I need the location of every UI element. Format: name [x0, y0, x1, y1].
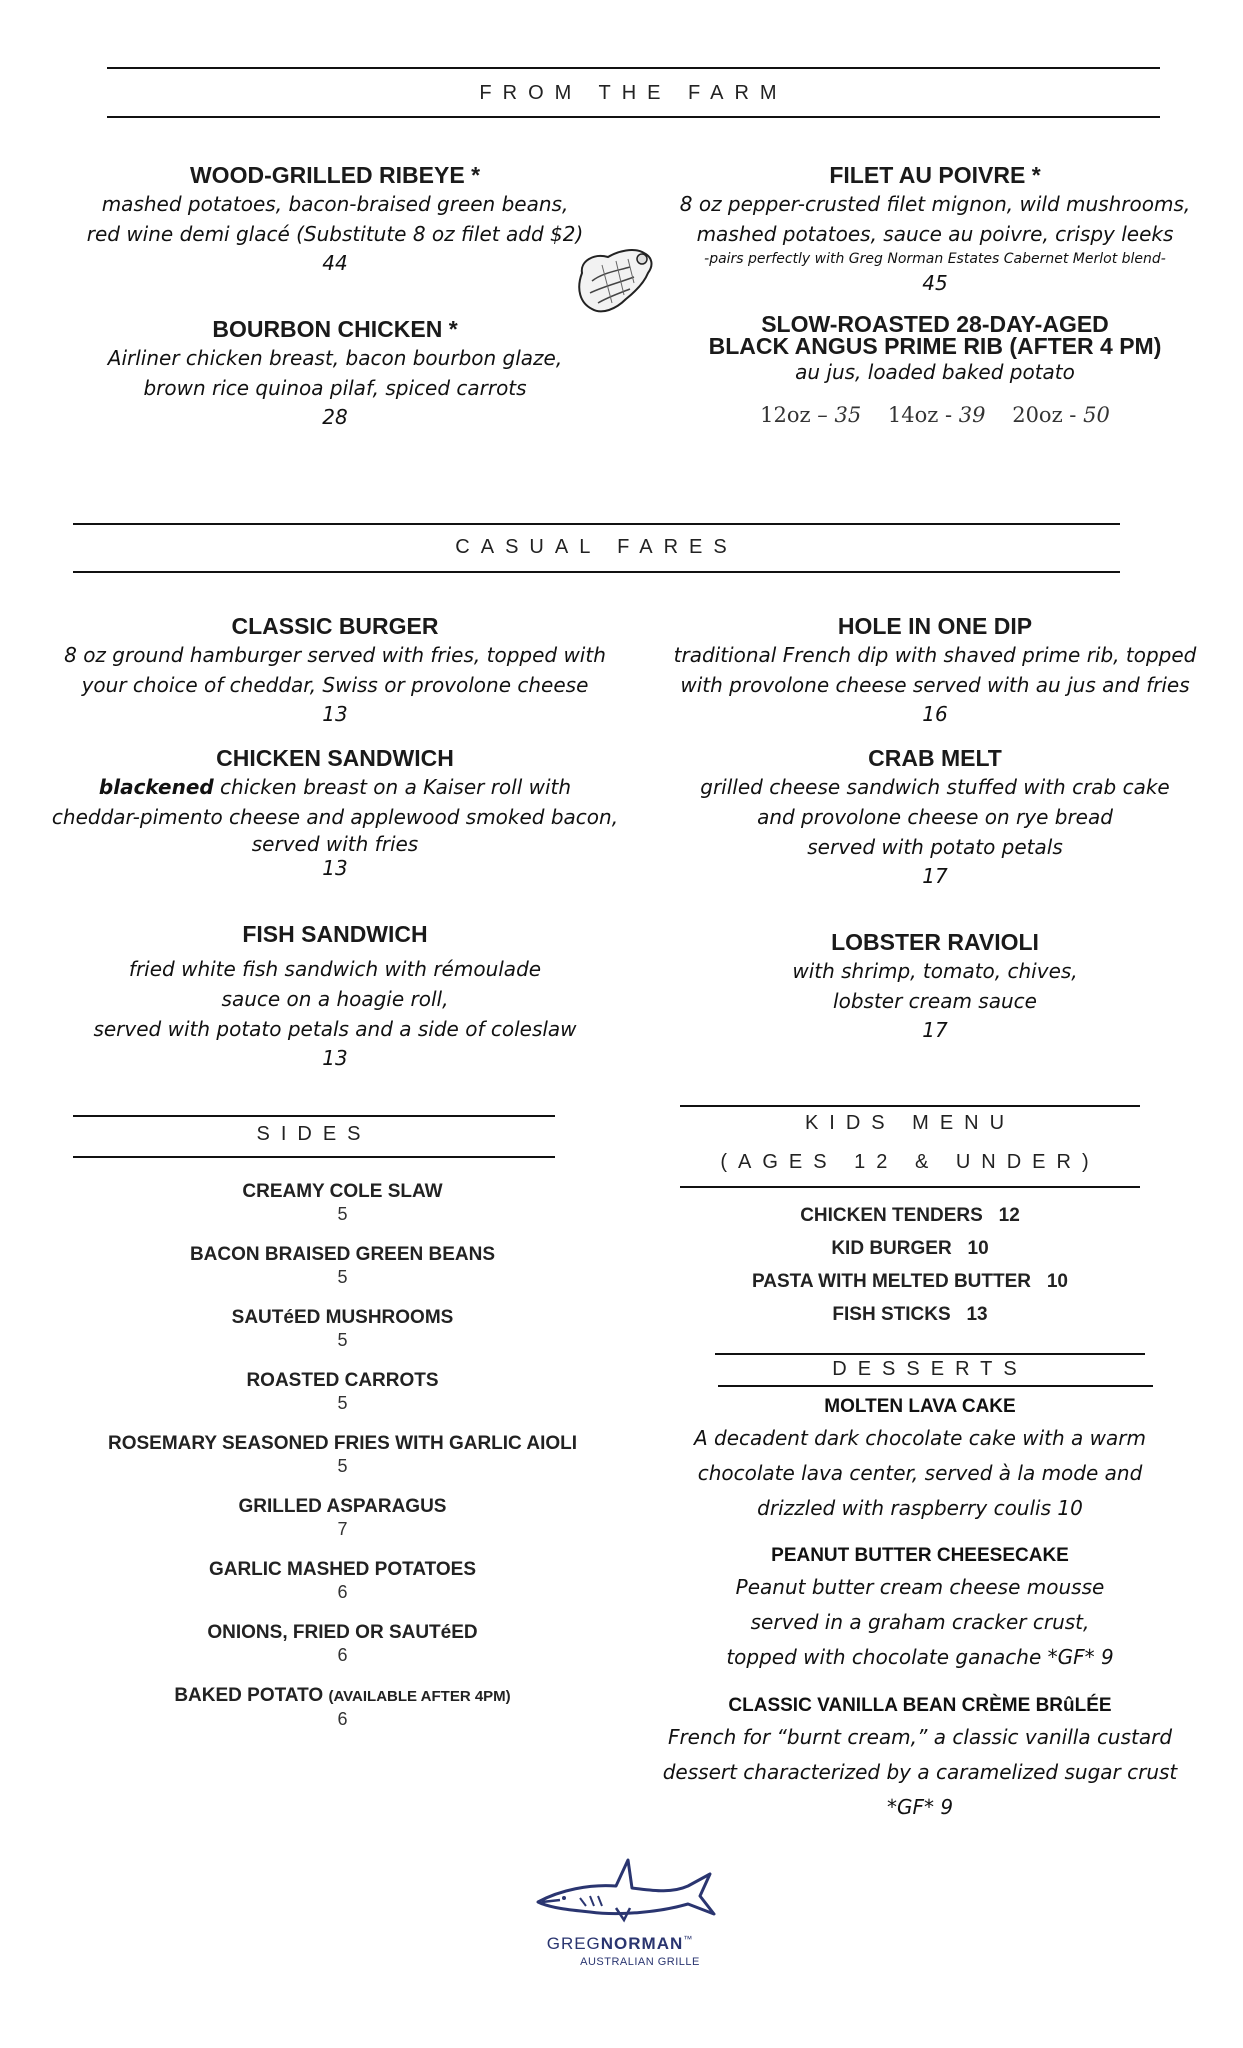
side-price: 5	[337, 1456, 348, 1476]
kids-item-name: CHICKEN TENDERS	[800, 1205, 983, 1226]
fish-sandwich-item	[40, 920, 630, 1072]
farm-bottom-rule	[107, 116, 1160, 118]
lobster-ravioli-desc-2: lobster cream sauce	[833, 989, 1037, 1013]
sides-bottom-rule	[73, 1156, 555, 1158]
side-item	[60, 1684, 625, 1729]
bourbon-chicken-item	[40, 315, 630, 431]
prime-rib-price-14: 39	[952, 403, 986, 427]
kids-item	[680, 1199, 1140, 1232]
dip-item	[635, 612, 1235, 728]
side-item	[60, 1621, 625, 1665]
kids-list	[680, 1199, 1140, 1331]
side-name: ROSEMARY SEASONED FRIES WITH GARLIC AIOLI	[107, 1433, 578, 1454]
fish-sandwich-price: 13	[322, 1046, 348, 1070]
bourbon-chicken-desc-2: brown rice quinoa pilaf, spiced carrots	[143, 376, 527, 400]
brulee-desc-3: *GF* 9	[886, 1795, 954, 1819]
chicken-sandwich-price: 13	[322, 856, 348, 880]
bourbon-chicken-desc-1: Airliner chicken breast, bacon bourbon glaze,	[107, 346, 563, 370]
brulee-item	[640, 1692, 1200, 1825]
sides-section-title: SIDES	[256, 1123, 372, 1145]
lobster-ravioli-item	[635, 928, 1235, 1044]
side-price: 5	[337, 1267, 348, 1287]
prime-rib-desc: au jus, loaded baked potato	[795, 360, 1075, 384]
chicken-sandwich-desc-1-rest: chicken breast on a Kaiser roll with	[213, 775, 572, 799]
shark-icon	[520, 1850, 720, 1930]
farm-section-title: FROM THE FARM	[479, 82, 788, 104]
side-name: ROASTED CARROTS	[246, 1370, 439, 1391]
ribeye-desc-2: red wine demi glacé (Substitute 8 oz filet add $2)	[86, 222, 584, 246]
prime-rib-item	[635, 313, 1235, 427]
burger-item	[40, 612, 630, 728]
filet-desc-2: mashed potatoes, sauce au poivre, crispy leeks	[696, 222, 1174, 246]
cheesecake-name: PEANUT BUTTER CHEESECAKE	[771, 1545, 1069, 1566]
filet-name: FILET AU POIVRE *	[829, 162, 1041, 188]
kids-item-name: KID BURGER	[831, 1238, 952, 1259]
logo-greg: GREG	[546, 1934, 601, 1953]
chicken-sandwich-bold: blackened	[98, 775, 214, 799]
side-name: SAUTéED MUSHROOMS	[231, 1307, 454, 1328]
prime-rib-size-14: 14oz -	[887, 403, 953, 427]
chicken-sandwich-desc-3: served with fries	[251, 832, 419, 856]
crab-melt-item	[635, 744, 1235, 890]
side-item	[60, 1369, 625, 1413]
burger-desc-2: your choice of cheddar, Swiss or provolone cheese	[81, 673, 589, 697]
greg-norman-logo	[520, 1850, 720, 1980]
prime-rib-prices	[635, 403, 1235, 427]
brulee-name: CLASSIC VANILLA BEAN CRÈME BRûLÉE	[728, 1695, 1112, 1716]
kids-top-rule	[680, 1105, 1140, 1107]
side-item	[60, 1243, 625, 1287]
side-name	[60, 1684, 625, 1709]
sides-top-rule	[73, 1115, 555, 1117]
side-price: 6	[337, 1709, 348, 1729]
prime-rib-name-1: SLOW-ROASTED 28-DAY-AGED	[761, 311, 1109, 337]
side-name: CREAMY COLE SLAW	[242, 1181, 443, 1202]
fish-sandwich-desc-3: served with potato petals and a side of coleslaw	[93, 1017, 577, 1041]
side-name: BACON BRAISED GREEN BEANS	[189, 1244, 496, 1265]
ribeye-price: 44	[322, 251, 348, 275]
side-price: 6	[337, 1645, 348, 1665]
side-name: GRILLED ASPARAGUS	[238, 1496, 447, 1517]
kids-item-price: 13	[966, 1304, 988, 1325]
prime-rib-size-20: 20oz -	[1012, 403, 1077, 427]
desserts-bottom-rule	[718, 1385, 1153, 1387]
side-item	[60, 1432, 625, 1476]
lava-cake-name: MOLTEN LAVA CAKE	[824, 1396, 1016, 1417]
prime-rib-name-2: BLACK ANGUS PRIME RIB (AFTER 4 PM)	[708, 333, 1162, 359]
burger-name: CLASSIC BURGER	[231, 613, 439, 639]
filet-item	[635, 161, 1235, 297]
side-item	[60, 1558, 625, 1602]
bourbon-chicken-name: BOURBON CHICKEN *	[212, 316, 458, 342]
sides-list	[60, 1180, 625, 1748]
dip-price: 16	[922, 702, 948, 726]
side-item	[60, 1306, 625, 1350]
casual-section-title: CASUAL FARES	[455, 536, 738, 558]
kids-item	[680, 1265, 1140, 1298]
logo-subtitle: AUSTRALIAN GRILLE	[580, 1956, 700, 1968]
side-item	[60, 1180, 625, 1224]
side-name-main: BAKED POTATO	[174, 1685, 324, 1706]
casual-bottom-rule	[73, 571, 1120, 573]
dip-desc-2: with provolone cheese served with au jus and fries	[680, 673, 1190, 697]
side-price: 5	[337, 1204, 348, 1224]
filet-pairing: -pairs perfectly with Greg Norman Estates Cabernet Merlot blend-	[704, 251, 1166, 267]
cheesecake-item	[640, 1542, 1200, 1675]
crab-melt-name: CRAB MELT	[868, 745, 1002, 771]
kids-item-price: 10	[1046, 1271, 1068, 1292]
kids-section-title: KIDS MENU	[804, 1112, 1016, 1134]
lobster-ravioli-desc-1: with shrimp, tomato, chives,	[792, 959, 1078, 983]
kids-item	[680, 1298, 1140, 1331]
side-name: GARLIC MASHED POTATOES	[208, 1559, 477, 1580]
cheesecake-desc-2: served in a graham cracker crust,	[750, 1610, 1090, 1634]
chicken-sandwich-desc-2: cheddar-pimento cheese and applewood smoked bacon,	[51, 805, 619, 829]
steak-icon	[572, 243, 658, 319]
casual-top-rule	[73, 523, 1120, 525]
ribeye-name: WOOD-GRILLED RIBEYE *	[189, 162, 481, 188]
desserts-section-title: DESSERTS	[832, 1358, 1028, 1380]
side-name: ONIONS, FRIED OR SAUTéED	[207, 1622, 478, 1643]
ribeye-desc-1: mashed potatoes, bacon-braised green beans,	[101, 192, 569, 216]
ribeye-item	[40, 161, 630, 277]
chicken-sandwich-name: CHICKEN SANDWICH	[216, 745, 454, 771]
lava-cake-item	[640, 1393, 1200, 1526]
kids-item-price: 10	[967, 1238, 989, 1259]
side-price: 5	[337, 1393, 348, 1413]
side-price: 5	[337, 1330, 348, 1350]
brulee-desc-2: dessert characterized by a caramelized sugar crust	[662, 1760, 1178, 1784]
prime-rib-price-12: – 35	[810, 403, 862, 427]
dip-desc-1: traditional French dip with shaved prime rib, topped	[673, 643, 1197, 667]
side-name-note: (AVAILABLE AFTER 4PM)	[328, 1688, 511, 1705]
desserts-top-rule	[715, 1353, 1145, 1355]
dip-name: HOLE IN ONE DIP	[837, 613, 1033, 639]
fish-sandwich-desc-2: sauce on a hoagie roll,	[221, 987, 449, 1011]
prime-rib-price-20: 50	[1076, 403, 1110, 427]
side-item	[60, 1495, 625, 1539]
crab-melt-desc-2: and provolone cheese on rye bread	[757, 805, 1113, 829]
side-price: 6	[337, 1582, 348, 1602]
kids-bottom-rule	[680, 1186, 1140, 1188]
cheesecake-desc-3: topped with chocolate ganache *GF* 9	[726, 1645, 1114, 1669]
kids-item-name: PASTA WITH MELTED BUTTER	[752, 1271, 1031, 1292]
filet-price: 45	[922, 271, 948, 295]
bourbon-chicken-price: 28	[322, 405, 348, 429]
crab-melt-desc-3: served with potato petals	[807, 835, 1063, 859]
farm-top-rule	[107, 67, 1160, 69]
lobster-ravioli-price: 17	[922, 1018, 948, 1042]
lava-cake-desc-1: A decadent dark chocolate cake with a warm	[694, 1426, 1146, 1450]
fish-sandwich-desc-1: fried white fish sandwich with rémoulade	[128, 957, 542, 981]
chicken-sandwich-item	[40, 744, 630, 880]
filet-desc-1: 8 oz pepper-crusted filet mignon, wild mushrooms,	[679, 192, 1191, 216]
kids-item-price: 12	[998, 1205, 1020, 1226]
chicken-sandwich-desc-1	[40, 772, 630, 802]
side-price: 7	[337, 1519, 348, 1539]
crab-melt-desc-1: grilled cheese sandwich stuffed with crab cake	[700, 775, 1170, 799]
burger-price: 13	[322, 702, 348, 726]
prime-rib-size-12: 12oz	[760, 403, 811, 427]
kids-item	[680, 1232, 1140, 1265]
logo-norman: NORMAN	[600, 1934, 684, 1953]
fish-sandwich-name: FISH SANDWICH	[242, 921, 428, 947]
lava-cake-desc-2: chocolate lava center, served à la mode and	[697, 1461, 1143, 1485]
brulee-desc-1: French for “burnt cream,” a classic vanilla custard	[667, 1725, 1173, 1749]
cheesecake-desc-1: Peanut butter cream cheese mousse	[735, 1575, 1105, 1599]
kids-item-name: FISH STICKS	[832, 1304, 951, 1325]
crab-melt-price: 17	[922, 864, 948, 888]
burger-desc-1: 8 oz ground hamburger served with fries, topped with	[64, 643, 606, 667]
lobster-ravioli-name: LOBSTER RAVIOLI	[831, 929, 1039, 955]
logo-tm: ™	[683, 1934, 694, 1944]
kids-section-subtitle: (AGES 12 & UNDER)	[720, 1151, 1100, 1173]
logo-wordmark	[520, 1934, 720, 1954]
lava-cake-desc-3: drizzled with raspberry coulis 10	[757, 1496, 1083, 1520]
